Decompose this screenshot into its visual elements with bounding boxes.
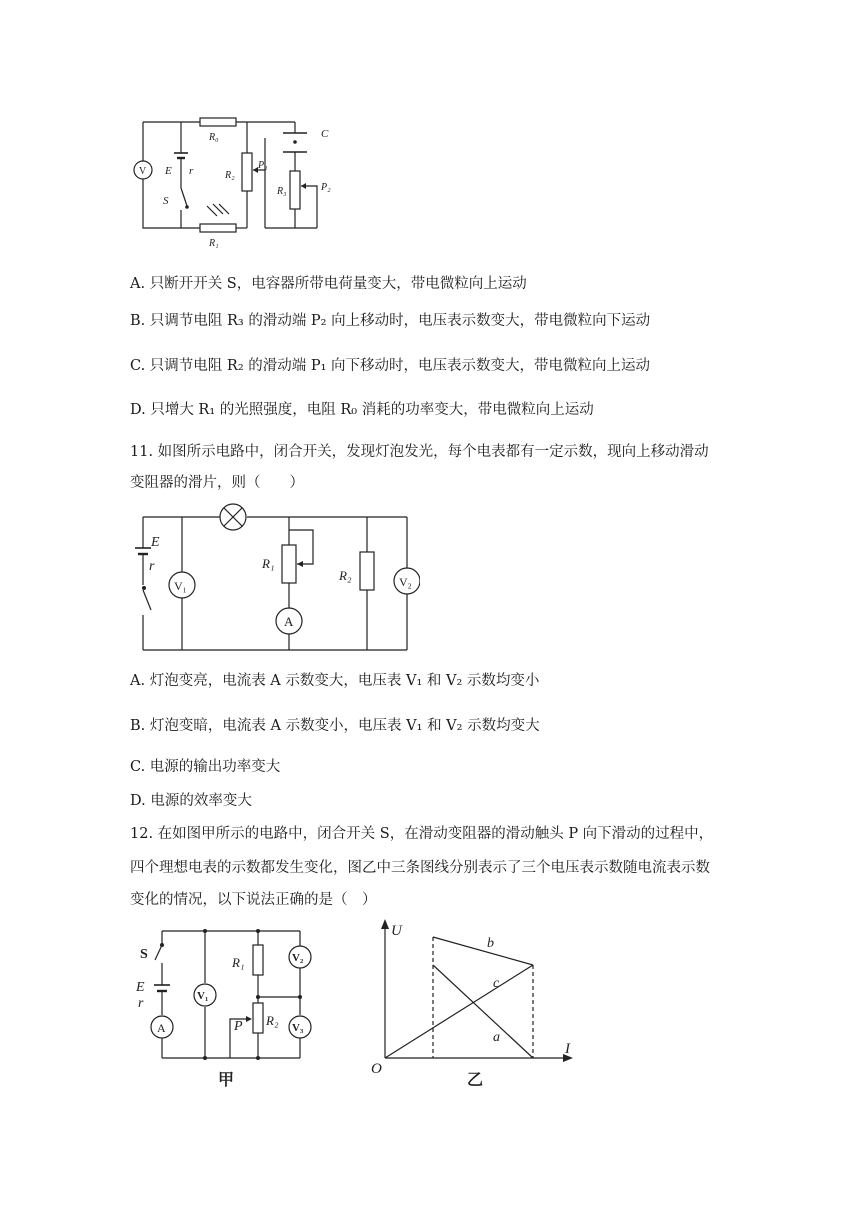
svg-text:b: b: [487, 936, 494, 951]
resistor-r1: [253, 945, 263, 975]
q12-stem-line3: 变化的情况，以下说法正确的是（ ）: [130, 892, 377, 908]
svg-text:R₁: R₁: [209, 238, 219, 249]
svg-text:V₃: V₃: [292, 1022, 304, 1034]
circuit-diagram-q10: [125, 108, 340, 258]
q11-option-c: C. 电源的输出功率变大: [130, 759, 281, 775]
q10-option-d: D. 只增大 R₁ 的光照强度，电阻 R₀ 消耗的功率变大，带电微粒向上运动: [130, 402, 594, 418]
charged-particle: [293, 140, 297, 144]
svg-text:R₀: R₀: [209, 132, 219, 143]
line-a: [433, 965, 533, 1058]
resistor-r2: [242, 153, 252, 191]
svg-text:S: S: [163, 195, 169, 207]
svg-text:U: U: [391, 923, 402, 939]
svg-text:P₁: P₁: [258, 160, 268, 171]
svg-text:R₁: R₁: [262, 556, 275, 571]
q11-stem-line1: 11. 如图所示电路中，闭合开关，发现灯泡发光，每个电表都有一定示数，现向上移动滑动: [130, 444, 709, 460]
svg-text:P: P: [234, 1019, 243, 1034]
graph-q12-yi: [365, 915, 585, 1095]
resistor-r2: [253, 1003, 263, 1033]
q10-option-c: C. 只调节电阻 R₂ 的滑动端 P₁ 向下移动时，电压表示数变大，带电微粒向上运动: [130, 358, 651, 374]
figure-q12-jia: [130, 915, 330, 1095]
svg-text:V₁: V₁: [174, 579, 187, 593]
svg-text:c: c: [493, 976, 500, 991]
resistor-r3: [290, 171, 300, 209]
caption-jia: 甲: [218, 1072, 235, 1089]
svg-text:E: E: [136, 980, 145, 995]
q11-option-a: A. 灯泡变亮，电流表 A 示数变大，电压表 V₁ 和 V₂ 示数均变小: [130, 673, 540, 689]
svg-text:r: r: [189, 165, 194, 177]
svg-text:A: A: [284, 614, 294, 629]
q12-stem-line1: 12. 在如图甲所示的电路中，闭合开关 S，在滑动变阻器的滑动触头 P 向下滑动的过程中，: [130, 826, 714, 842]
caption-yi: 乙: [467, 1072, 484, 1089]
resistor-r0: [200, 118, 236, 126]
svg-text:R₁: R₁: [232, 955, 245, 970]
figure-q11-circuit: [125, 500, 420, 660]
voltmeter-label: V: [139, 166, 147, 177]
svg-text:R₃: R₃: [277, 186, 287, 197]
resistor-r1: [200, 224, 236, 232]
svg-text:E: E: [151, 535, 160, 550]
svg-text:r: r: [149, 559, 155, 574]
resistor-r2: [360, 552, 374, 590]
q10-option-b: B. 只调节电阻 R₃ 的滑动端 P₂ 向上移动时，电压表示数变大，带电微粒向下运动: [130, 313, 651, 329]
q11-option-b: B. 灯泡变暗，电流表 A 示数变小，电压表 V₁ 和 V₂ 示数均变大: [130, 718, 540, 734]
svg-text:r: r: [138, 996, 144, 1011]
q11-stem-line2: 变阻器的滑片，则（ ）: [130, 475, 304, 491]
svg-text:P₂: P₂: [321, 182, 331, 193]
svg-text:C: C: [321, 128, 329, 140]
q11-option-d: D. 电源的效率变大: [130, 793, 252, 809]
resistor-r1: [282, 545, 296, 583]
circuit-diagram-q12-jia: [130, 915, 330, 1095]
q12-stem-line2: 四个理想电表的示数都发生变化，图乙中三条图线分别表示了三个电压表示数随电流表示数: [130, 860, 710, 876]
svg-text:R₂: R₂: [339, 568, 352, 583]
svg-text:V₂: V₂: [292, 952, 304, 964]
figure-q12-yi: [365, 915, 585, 1095]
svg-text:E: E: [165, 165, 172, 177]
svg-text:V₂: V₂: [399, 575, 412, 589]
svg-text:S: S: [140, 947, 148, 962]
svg-text:V₁: V₁: [197, 990, 209, 1002]
svg-text:O: O: [371, 1061, 382, 1077]
line-c: [385, 965, 533, 1058]
circuit-diagram-q11: [125, 500, 420, 660]
svg-text:R₂: R₂: [225, 170, 235, 181]
figure-q10-circuit: [125, 108, 340, 258]
q10-option-a: A. 只断开开关 S，电容器所带电荷量变大，带电微粒向上运动: [130, 276, 527, 292]
line-b: [433, 937, 533, 965]
svg-text:a: a: [493, 1030, 500, 1045]
svg-text:I: I: [565, 1041, 570, 1057]
svg-text:R₂: R₂: [266, 1013, 279, 1028]
svg-text:A: A: [157, 1021, 166, 1035]
